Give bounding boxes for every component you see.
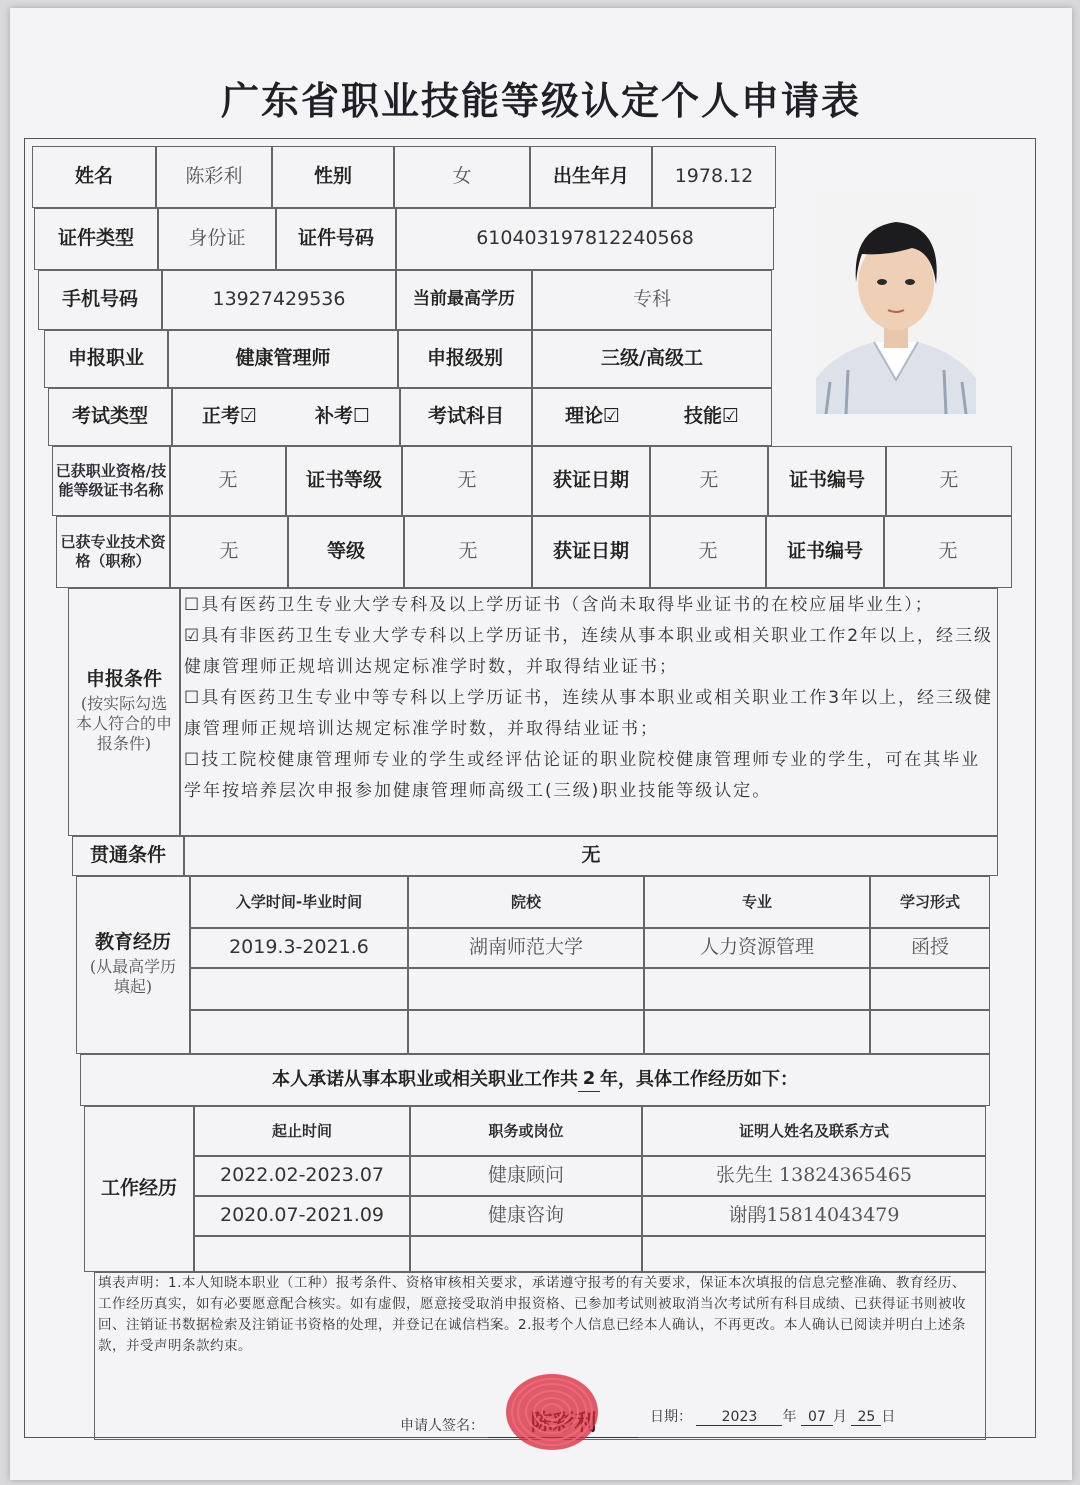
label-conditions [68,588,180,836]
value-id-type: 身份证 [158,208,276,270]
edu-major: 人力资源管理 [644,928,870,968]
work-years[interactable]: 2 [578,1068,600,1092]
value-level: 三级/高级工 [532,330,772,388]
label-work: 工作经历 [84,1106,194,1272]
value-tech-no: 无 [884,516,1012,588]
value-through: 无 [184,836,998,876]
label-id-no: 证件号码 [276,208,396,270]
edu-header-period: 入学时间-毕业时间 [190,876,408,928]
signature-label: 申请人签名： [400,1418,484,1434]
work-position: 健康顾问 [410,1156,642,1196]
label-tech-no: 证书编号 [766,516,884,588]
work-reference: 张先生 13824365465 [642,1156,986,1196]
work-header-period: 起止时间 [194,1106,410,1156]
value-grade: 无 [404,516,532,588]
edu-empty-cell [408,1010,644,1054]
label-exam-subject: 考试科目 [400,388,532,446]
value-cert-qual: 无 [170,446,286,516]
edu-school: 湖南师范大学 [408,928,644,968]
label-phone: 手机号码 [38,270,162,330]
value-birth: 1978.12 [652,146,776,208]
edu-empty-cell [644,968,870,1010]
edu-header-school: 院校 [408,876,644,928]
edu-header-major: 专业 [644,876,870,928]
edu-empty-cell [408,968,644,1010]
label-tech-date: 获证日期 [532,516,650,588]
edu-subtitle: (从最高学历填起) [89,956,177,996]
edu-empty-cell [644,1010,870,1054]
edu-period: 2019.3-2021.6 [190,928,408,968]
work-empty-cell [194,1236,410,1272]
value-occupation: 健康管理师 [168,330,398,388]
label-cert-grade: 证书等级 [286,446,402,516]
edu-empty-cell [190,1010,408,1054]
work-header-reference: 证明人姓名及联系方式 [642,1106,986,1156]
value-edu: 专科 [532,270,772,330]
label-edu: 当前最高学历 [396,270,532,330]
label-education [76,876,190,1054]
work-header-position: 职务或岗位 [410,1106,642,1156]
work-period: 2022.02-2023.07 [194,1156,410,1196]
value-phone: 13927429536 [162,270,396,330]
work-empty-cell [410,1236,642,1272]
label-cert-qual: 已获职业资格/技能等级证书名称 [52,446,170,516]
form-title: 广东省职业技能等级认定个人申请表 [220,78,861,123]
date-day[interactable]: 25 [851,1409,881,1426]
label-through: 贯通条件 [72,836,184,876]
edu-empty-cell [870,968,990,1010]
work-period: 2020.07-2021.09 [194,1196,410,1236]
declaration-text: 填表声明：1.本人知晓本职业（工种）报考条件、资格审核相关要求，承诺遵守报考的有关要求，保证本次填报的信息完整准确、教育经历、工作经历真实，如有必要愿意配合核实。如有虚假，愿意接受取消申报资格、已参加考试则被取消当次考试所有科目成绩、已获得证书则被收回、注销证书数据检索及注销证书资格的处理，并登记在诚信档案。2.报考个人信息已经本人确认，不再更改。本人确认已阅读并明白上述条款，并受声明条款约束。 [98,1275,966,1354]
subject-skill-checkbox[interactable]: 技能☑ [683,405,740,428]
exam-regular-checkbox[interactable]: 正考☑ [201,405,258,428]
work-empty-cell [642,1236,986,1272]
condition-item[interactable]: ☐技工院校健康管理师专业的学生或经评估论证的职业院校健康管理师专业的学生，可在其毕业学年按培养层次申报参加健康管理师高级工(三级)职业技能等级认定。 [184,750,981,801]
condition-item[interactable]: ☐具有医药卫生专业大学专科及以上学历证书（含尚未取得毕业证书的在校应届毕业生）； [184,595,934,615]
condition-item[interactable]: ☐具有医药卫生专业中等专科以上学历证书，连续从事本职业或相关职业工作3年以上，经三级健康管理师正规培训达规定标准学时数，并取得结业证书； [184,688,994,739]
conditions-list [184,590,996,807]
edu-title: 教育经历 [94,931,171,954]
subject-theory-checkbox[interactable]: 理论☑ [564,405,621,428]
label-birth: 出生年月 [530,146,652,208]
value-cert-grade: 无 [402,446,532,516]
value-exam-type [172,388,400,446]
value-cert-no: 无 [886,446,1012,516]
application-form-sheet [10,8,1072,1480]
edu-empty-cell [190,968,408,1010]
label-exam-type: 考试类型 [48,388,172,446]
date-month[interactable]: 07 [801,1409,833,1426]
value-gender: 女 [394,146,530,208]
edu-header-mode: 学习形式 [870,876,990,928]
value-exam-subject [532,388,772,446]
label-level: 申报级别 [398,330,532,388]
label-occupation: 申报职业 [44,330,168,388]
condition-item[interactable]: ☑具有非医药卫生专业大学专科以上学历证书，连续从事本职业或相关职业工作2年以上，经三级健康管理师正规培训达规定标准学时数，并取得结业证书； [184,626,994,677]
edu-mode: 函授 [870,928,990,968]
date-row: 日期： 2023 年 07 月 25 日 [650,1409,896,1425]
date-year[interactable]: 2023 [696,1409,782,1426]
value-cert-date: 无 [650,446,768,516]
label-cert-date: 获证日期 [532,446,650,516]
value-tech-qual: 无 [170,516,288,588]
work-promise: 本人承诺从事本职业或相关职业工作共 2 年，具体工作经历如下： [80,1054,990,1106]
value-tech-date: 无 [650,516,766,588]
label-cert-no: 证书编号 [768,446,886,516]
label-grade: 等级 [288,516,404,588]
exam-makeup-checkbox[interactable]: 补考☐ [314,405,371,428]
cond-subtitle: (按实际勾选本人符合的申报条件) [75,693,172,753]
value-name: 陈彩利 [156,146,272,208]
label-name: 姓名 [32,146,156,208]
cond-title: 申报条件 [85,668,162,691]
date-label: 日期： [650,1409,692,1425]
label-tech-qual: 已获专业技术资格（职称） [56,516,170,588]
label-id-type: 证件类型 [34,208,158,270]
edu-empty-cell [870,1010,990,1054]
work-reference: 谢鹃15814043479 [642,1196,986,1236]
fingerprint-seal-icon [490,1360,610,1456]
work-position: 健康咨询 [410,1196,642,1236]
value-id-no: 610403197812240568 [396,208,774,270]
applicant-photo [816,192,976,414]
label-gender: 性别 [272,146,394,208]
